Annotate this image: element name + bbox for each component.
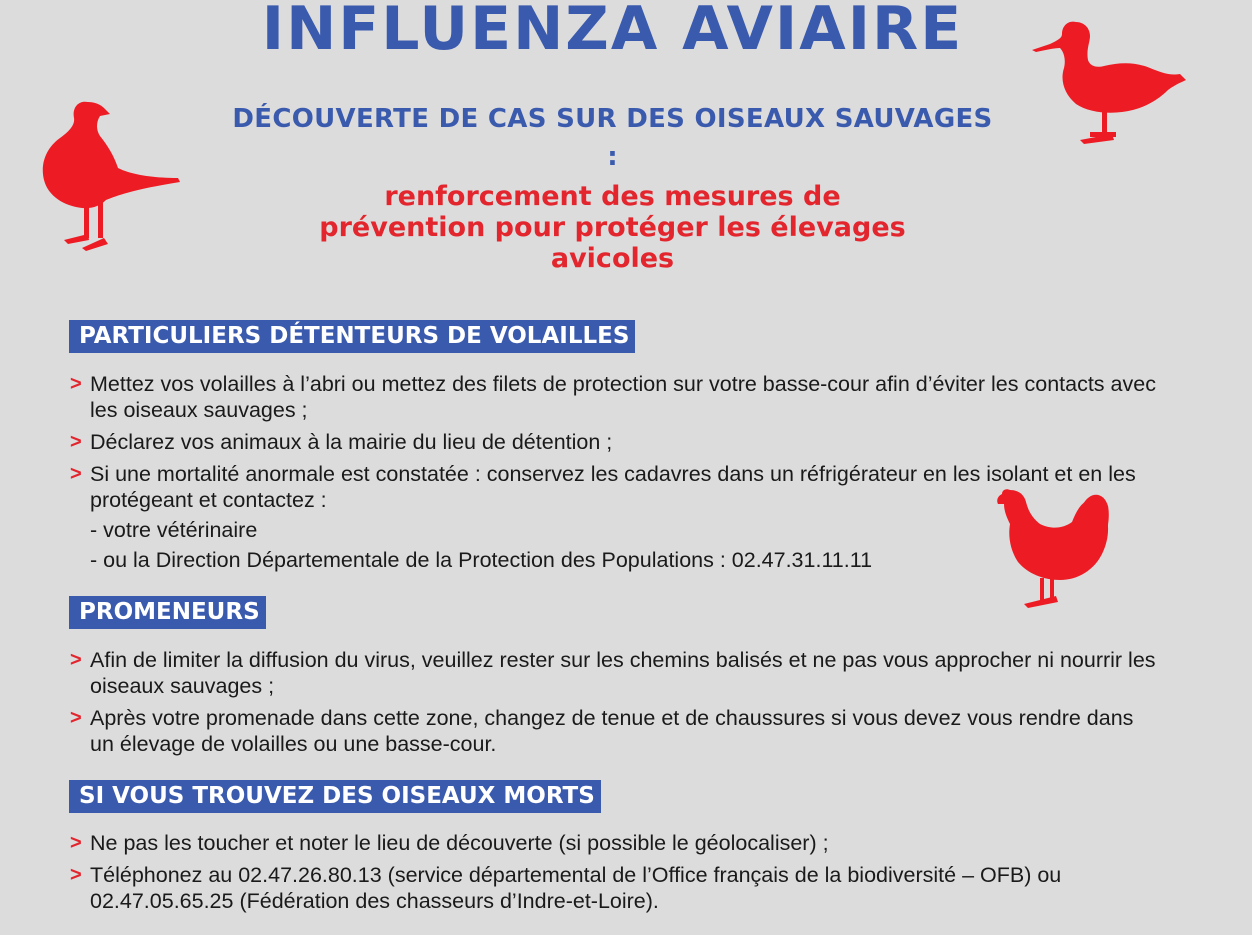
section-heading-oiseaux-morts: SI VOUS TROUVEZ DES OISEAUX MORTS (69, 780, 601, 813)
section-heading-promeneurs: PROMENEURS (69, 596, 266, 629)
tagline-line: avicoles (550, 243, 675, 274)
list-item-text: Téléphonez au 02.47.26.80.13 (service départemental de l’Office français de la biodiversité – OFB) ou 02.47.05.65.25 (Fédération des chasseurs d’Indre-et-Loire). (90, 863, 1062, 913)
chevron-right-icon: > (70, 864, 82, 886)
contact-ddpp: - ou la Direction Départementale de la Protection des Populations : 02.47.31.11.11 (90, 548, 873, 572)
duck-icon (1030, 16, 1190, 146)
chevron-right-icon: > (70, 649, 82, 671)
list-oiseaux-morts (70, 830, 1160, 920)
list-item (70, 429, 1160, 455)
tagline-line: renforcement des mesures de (384, 181, 841, 212)
page-subtitle: DÉCOUVERTE DE CAS SUR DES OISEAUX SAUVAGES (232, 104, 993, 134)
contact-veterinaire: - votre vétérinaire (90, 518, 258, 542)
list-item-text: Si une mortalité anormale est constatée : conservez les cadavres dans un réfrigérateur en les isolant et en les protégeant et contactez : (90, 462, 1136, 512)
list-item-text: Ne pas les toucher et noter le lieu de découverte (si possible le géolocaliser) ; (90, 831, 829, 855)
page-title: INFLUENZA AVIAIRE (261, 0, 964, 64)
subtitle-colon: : (607, 142, 618, 172)
list-item (70, 461, 1160, 573)
list-promeneurs (70, 647, 1160, 763)
list-item (70, 830, 1160, 856)
list-item (70, 862, 1160, 914)
chevron-right-icon: > (70, 707, 82, 729)
tagline (290, 181, 935, 274)
list-item (70, 371, 1160, 423)
chevron-right-icon: > (70, 832, 82, 854)
list-item (70, 705, 1160, 757)
list-item-text: Mettez vos volailles à l’abri ou mettez des filets de protection sur votre basse-cour afin d’éviter les contacts avec les oiseaux sauvages ; (90, 372, 1156, 422)
seagull-icon (38, 94, 183, 254)
list-item (70, 647, 1160, 699)
list-item-text: Après votre promenade dans cette zone, changez de tenue et de chaussures si vous devez vous rendre dans un élevage de volailles ou une basse-cour. (90, 706, 1134, 756)
list-particuliers (70, 371, 1160, 579)
chevron-right-icon: > (70, 431, 82, 453)
chevron-right-icon: > (70, 373, 82, 395)
list-item-text: Afin de limiter la diffusion du virus, veuillez rester sur les chemins balisés et ne pas vous approcher ni nourrir les oiseaux sauvages ; (90, 648, 1156, 698)
section-heading-particuliers: PARTICULIERS DÉTENTEURS DE VOLAILLES (69, 320, 635, 353)
chevron-right-icon: > (70, 463, 82, 485)
tagline-line: prévention pour protéger les élevages (319, 212, 906, 243)
list-item-text: Déclarez vos animaux à la mairie du lieu de détention ; (90, 430, 613, 454)
